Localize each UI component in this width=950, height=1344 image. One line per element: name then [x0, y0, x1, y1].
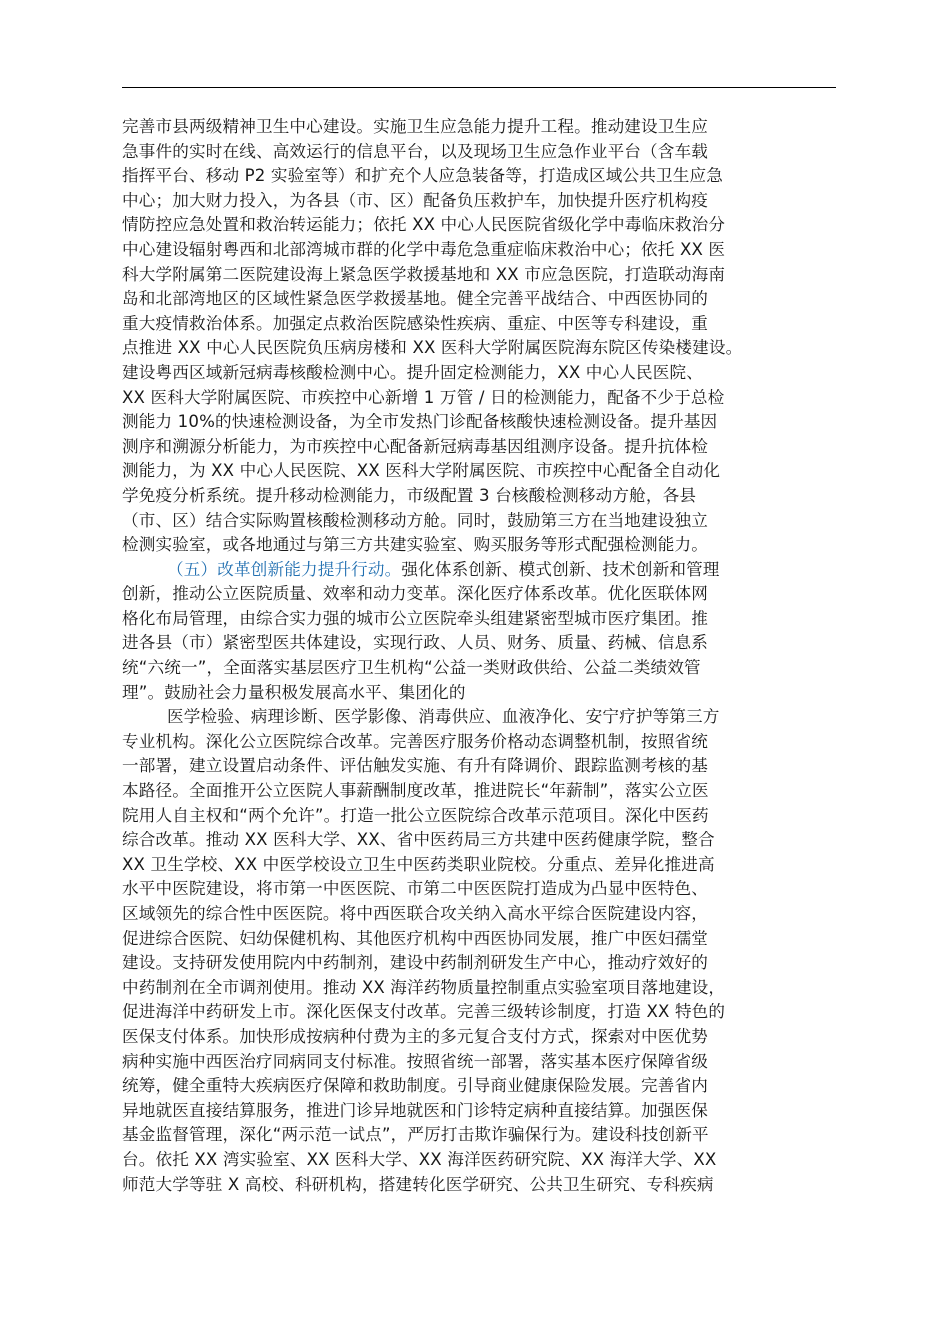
text-line: 促进海洋中药研发上市。深化医保支付改革。完善三级转诊制度，打造 XX 特色的: [122, 1002, 726, 1022]
text-line: 综合改革。推动 XX 医科大学、XX、省中医药局三方共建中医药健康学院，整合: [122, 830, 715, 850]
text-line: 情防控应急处置和救治转运能力；依托 XX 中心人民医院省级化学中毒临床救治分: [122, 215, 726, 235]
text-line: 测能力 10%的快速检测设备，为全市发热门诊配备核酸快速检测设备。提升基因: [122, 412, 718, 432]
text-line: 促进综合医院、妇幼保健机构、其他医疗机构中西医协同发展，推广中医妇孺堂: [122, 928, 709, 948]
body-text: [122, 115, 842, 1197]
text-line: 水平中医院建设，将市第一中医医院、市第二中医医院打造成为凸显中医特色、: [122, 879, 709, 899]
text-line: 指挥平台、移动 P2 实验室等）和扩充个人应急装备等，打造成区域公共卫生应急: [122, 166, 723, 186]
text-line: 急事件的实时在线、高效运行的信息平台，以及现场卫生应急作业平台（含车载: [122, 141, 709, 161]
section-heading: （五）改革创新能力提升行动。: [167, 559, 402, 579]
text-line: 中心建设辐射粤西和北部湾城市群的化学中毒危急重症临床救治中心；依托 XX 医: [122, 239, 726, 259]
text-line: 本路径。全面推开公立医院人事薪酬制度改革，推进院长“年薪制”，落实公立医: [122, 781, 709, 801]
text-line: 学免疫分析系统。提升移动检测能力，市级配置 3 台核酸检测移动方舱，各县: [122, 485, 697, 505]
text-line: 完善市县两级精神卫生中心建设。实施卫生应急能力提升工程。推动建设卫生应: [122, 117, 709, 136]
section-heading-rest: 强化体系创新、模式创新、技术创新和管理: [401, 559, 720, 579]
text-line: 一部署，建立设置启动条件、评估触发实施、有升有降调价、跟踪监测考核的基: [122, 756, 709, 776]
text-line: 测能力，为 XX 中心人民医院、XX 医科大学附属医院、市疾控中心配备全自动化: [122, 461, 721, 481]
text-line: XX 医科大学附属医院、市疾控中心新增 1 万管 / 日的检测能力，配备不少于总检: [122, 387, 725, 407]
text-line: 病种实施中西医治疗同病同支付标准。按照省统一部署，落实基本医疗保障省级: [122, 1051, 709, 1071]
header-rule: [122, 87, 836, 88]
section-heading-line: [122, 558, 842, 583]
text-line: 院用人自主权和“两个允许”。打造一批公立医院综合改革示范项目。深化中医药: [122, 805, 709, 825]
text-line: 异地就医直接结算服务，推进门诊异地就医和门诊特定病种直接结算。加强医保: [122, 1100, 709, 1120]
text-line: （市、区）结合实际购置核酸检测移动方舱。同时，鼓励第三方在当地建设独立: [122, 510, 709, 530]
text-line: 统筹，健全重特大疾病医疗保障和救助制度。引导商业健康保险发展。完善省内: [122, 1076, 709, 1096]
text-line: 中药制剂在全市调剂使用。推动 XX 海洋药物质量控制重点实验室项目落地建设，: [122, 977, 726, 997]
paragraph-first-line: 医学检验、病理诊断、医学影像、消毒供应、血液净化、安宁疗护等第三方: [167, 707, 720, 727]
text-line: 岛和北部湾地区的区域性紧急医学救援基地。健全完善平战结合、中西医协同的: [122, 289, 709, 309]
text-line: 中心；加大财力投入，为各县（市、区）配备负压救护车，加快提升医疗机构疫: [122, 190, 709, 210]
text-line: 测序和溯源分析能力，为市疾控中心配备新冠病毒基因组测序设备。提升抗体检: [122, 436, 709, 456]
text-line: 医保支付体系。加快形成按病种付费为主的多元复合支付方式，探索对中医优势: [122, 1026, 709, 1046]
text-line: 基金监督管理，深化“两示范一试点”，严厉打击欺诈骗保行为。建设科技创新平: [122, 1125, 709, 1145]
text-line: 理”。鼓励社会力量积极发展高水平、集团化的: [122, 682, 466, 702]
text-line: 格化布局管理，由综合实力强的城市公立医院牵头组建紧密型城市医疗集团。推: [122, 608, 709, 628]
text-line: 区域领先的综合性中医医院。将中西医联合攻关纳入高水平综合医院建设内容，: [122, 904, 709, 923]
text-line: 科大学附属第二医院建设海上紧急医学救援基地和 XX 市应急医院，打造联动海南: [122, 264, 726, 284]
text-line: 重大疫情救治体系。加强定点救治医院感染性疾病、重症、中医等专科建设，重: [122, 313, 709, 333]
text-line: 建设粤西区域新冠病毒核酸检测中心。提升固定检测能力，XX 中心人民医院、: [122, 362, 704, 382]
text-line: 专业机构。深化公立医院综合改革。完善医疗服务价格动态调整机制，按照省统: [122, 731, 709, 751]
text-line: 创新，推动公立医院质量、效率和动力变革。深化医疗体系改革。优化医联体网: [122, 584, 709, 604]
text-line: 师范大学等驻 X 高校、科研机构，搭建转化医学研究、公共卫生研究、专科疾病: [122, 1174, 714, 1194]
text-line: 进各县（市）紧密型医共体建设，实现行政、人员、财务、质量、药械、信息系: [122, 633, 709, 653]
text-line: 检测实验室，或各地通过与第三方共建实验室、购买服务等形式配强检测能力。: [122, 535, 709, 555]
text-line: 台。依托 XX 湾实验室、XX 医科大学、XX 海洋医药研究院、XX 海洋大学、XX: [122, 1149, 717, 1169]
text-line: 建设。支持研发使用院内中药制剂，建设中药制剂研发生产中心，推动疗效好的: [122, 953, 709, 973]
text-line: 统“六统一”，全面落实基层医疗卫生机构“公益一类财政供给、公益二类绩效管: [122, 658, 701, 678]
text-line: XX 卫生学校、XX 中医学校设立卫生中医药类职业院校。分重点、差异化推进高: [122, 854, 715, 874]
text-line: 点推进 XX 中心人民医院负压病房楼和 XX 医科大学附属医院海东院区传染楼建设。: [122, 338, 743, 358]
